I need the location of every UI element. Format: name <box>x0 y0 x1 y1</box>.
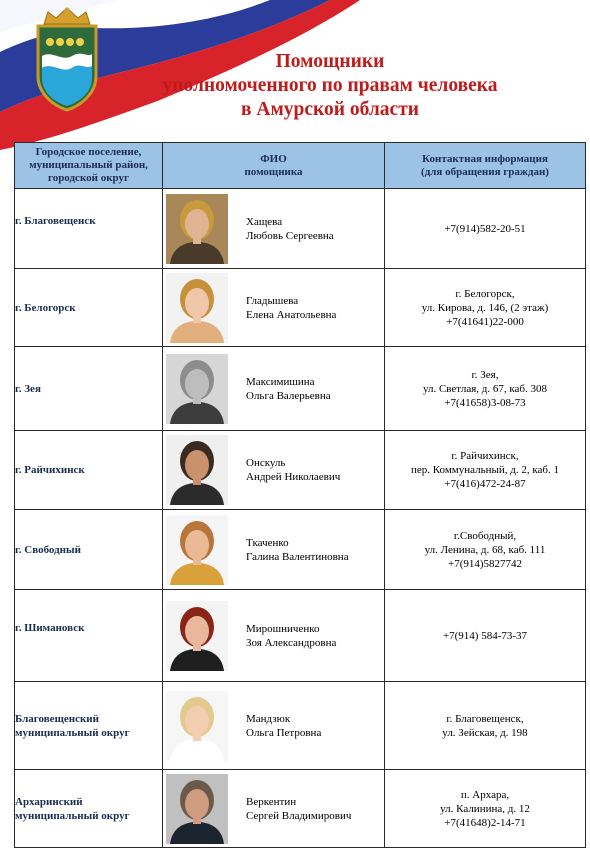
title-line-3: в Амурской области <box>240 99 420 120</box>
name-line: Андрей Николаевич <box>246 471 341 483</box>
table-row <box>15 590 586 682</box>
contact-line: г.Свободный, <box>453 529 517 542</box>
assistant-cell <box>163 510 385 590</box>
contact-line: ул. Ленина, д. 68, каб. 111 <box>424 543 546 556</box>
contact-line: +7(914)5827742 <box>447 557 523 570</box>
assistant-name <box>246 456 340 484</box>
name-line: Сергей Владимирович <box>246 809 352 822</box>
assistant-photo <box>166 435 228 505</box>
name-line: Зоя Александровна <box>246 636 337 649</box>
name-line: Ольга Валерьевна <box>246 389 331 402</box>
name-line: Веркентин <box>246 795 297 808</box>
contact-cell <box>385 431 586 510</box>
location-text: муниципальный округ <box>15 809 130 822</box>
name-line: Гладышева <box>246 294 299 307</box>
header-location: Городское поселение, муниципальный район, городской округ <box>15 143 163 189</box>
contact-line: +7(914)582-20-51 <box>444 222 526 235</box>
location-text: г. Райчихинск <box>15 464 85 476</box>
location-cell <box>15 347 163 431</box>
location-cell <box>15 590 163 682</box>
title-line-2: уполномоченного по правам человека <box>162 75 498 96</box>
assistant-cell <box>163 682 385 770</box>
name-line: Мирошниченко <box>246 622 320 635</box>
contact-cell <box>385 590 586 682</box>
contact-line: ул. Калинина, д. 12 <box>440 802 530 815</box>
assistant-photo <box>166 273 228 343</box>
contact-cell <box>385 682 586 770</box>
assistant-name <box>246 622 336 650</box>
assistant-photo <box>166 774 228 844</box>
coat-of-arms-emblem <box>28 6 106 114</box>
contact-line: +7(41648)2-14-71 <box>444 816 526 829</box>
location-text: Архаринский <box>15 795 83 808</box>
name-line: Мандзюк <box>246 712 291 725</box>
assistant-photo <box>166 691 228 761</box>
table-header-row <box>15 143 586 189</box>
name-line: Ткаченко <box>246 536 289 549</box>
location-cell <box>15 189 163 269</box>
contact-cell <box>385 347 586 431</box>
contact-line: г. Белогорск, <box>455 287 515 300</box>
location-cell <box>15 431 163 510</box>
contact-line: ул. Светлая, д. 67, каб. 308 <box>422 382 548 395</box>
header-contact: Контактная информация (для обращения граждан) <box>385 143 586 189</box>
location-text: г. Белогорск <box>15 301 76 314</box>
contact-cell <box>385 510 586 590</box>
contact-line: +7(416)472-24-87 <box>444 478 526 490</box>
assistant-cell <box>163 770 385 848</box>
header-name: ФИО помощника <box>163 143 385 189</box>
name-line: Ольга Петровна <box>246 726 322 739</box>
assistant-name <box>246 536 349 564</box>
assistant-photo <box>166 515 228 585</box>
table-row <box>15 269 586 347</box>
contact-line: п. Архара, <box>460 788 510 801</box>
table-row <box>15 770 586 848</box>
table-row <box>15 510 586 590</box>
location-cell <box>15 510 163 590</box>
name-line: Елена Анатольевна <box>246 308 337 321</box>
assistant-name <box>246 795 351 823</box>
contact-line: +7(41641)22-000 <box>446 315 524 328</box>
location-cell <box>15 682 163 770</box>
name-line: Любовь Сергеевна <box>246 229 334 242</box>
contact-line: пер. Коммунальный, д. 2, каб. 1 <box>410 464 560 476</box>
contact-line: ул. Кирова, д. 146, (2 этаж) <box>421 301 549 314</box>
name-line: Онскуль <box>246 457 286 469</box>
location-text: г. Шимановск <box>15 621 85 634</box>
contact-cell <box>385 269 586 347</box>
name-line: Хащева <box>246 215 283 228</box>
assistant-photo <box>166 601 228 671</box>
location-text: Благовещенский <box>15 712 99 725</box>
title-line-1: Помощники <box>275 51 385 72</box>
table-row <box>15 431 586 510</box>
contact-line: г. Благовещенск, <box>446 712 524 725</box>
contact-cell <box>385 189 586 269</box>
page-title <box>110 50 550 122</box>
assistant-name <box>246 375 331 403</box>
assistant-name <box>246 712 321 740</box>
location-text: г. Свободный <box>15 543 81 556</box>
assistant-photo <box>166 194 228 264</box>
location-text: г. Благовещенск <box>15 214 96 227</box>
table-row <box>15 347 586 431</box>
table-row <box>15 682 586 770</box>
contact-cell <box>385 770 586 848</box>
assistant-name <box>246 294 336 322</box>
assistant-cell <box>163 189 385 269</box>
contact-line: +7(914) 584-73-37 <box>442 629 528 642</box>
table-row <box>15 189 586 269</box>
assistant-name <box>246 215 334 243</box>
assistant-cell <box>163 269 385 347</box>
contact-line: ул. Зейская, д. 198 <box>442 726 528 739</box>
contact-line: г. Зея, <box>471 368 499 381</box>
contact-line: г. Райчихинск, <box>451 450 519 462</box>
location-text: муниципальный округ <box>15 726 130 739</box>
assistant-photo <box>166 354 228 424</box>
assistant-cell <box>163 431 385 510</box>
contact-line: +7(41658)3-08-73 <box>444 396 526 409</box>
location-text: г. Зея <box>15 382 41 395</box>
name-line: Максимишина <box>246 375 315 388</box>
name-line: Галина Валентиновна <box>246 550 349 563</box>
location-cell <box>15 770 163 848</box>
location-cell <box>15 269 163 347</box>
assistant-cell <box>163 590 385 682</box>
assistants-table <box>14 142 586 848</box>
assistant-cell <box>163 347 385 431</box>
